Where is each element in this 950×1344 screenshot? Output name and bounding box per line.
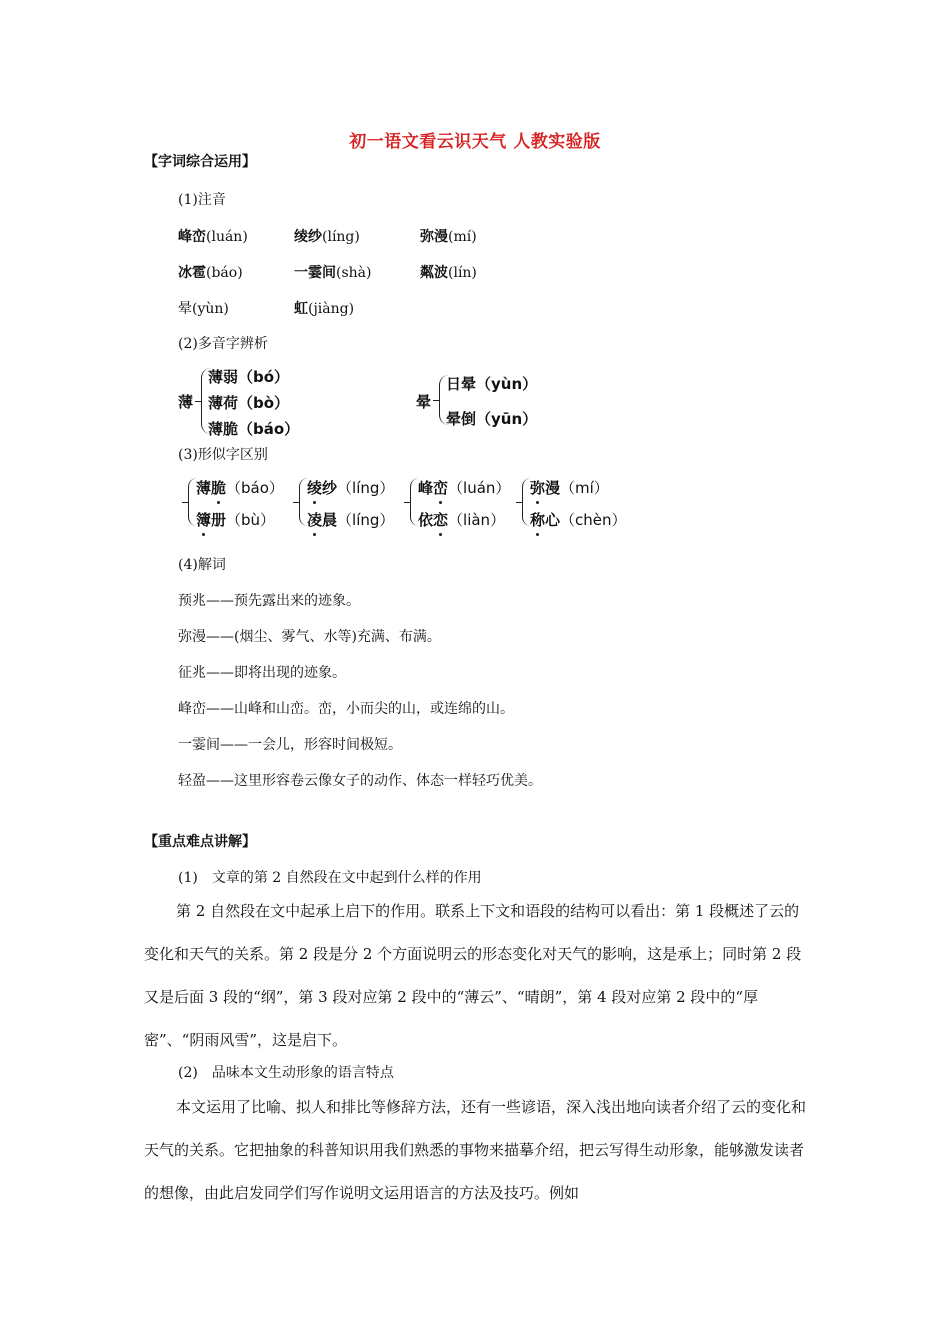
- definition-item: 弥漫——(烟尘、雾气、水等)充满、布满。: [178, 629, 441, 645]
- answer-2: 本文运用了比喻、拟人和排比等修辞方法，还有一些谚语，深入浅出地向读者介绍了云的变化和天气的关系。它把抽象的科普知识用我们熟悉的事物来描摹介绍，把云写得生动形象，能够激发读者的想像，由此启发同学们写作说明文运用语言的方法及技巧。例如: [144, 1098, 807, 1202]
- definition-item: 峰峦——山峰和山峦。峦，小而尖的山，或连绵的山。: [178, 701, 514, 717]
- polyphone-item: 晕倒（yūn）: [446, 410, 538, 428]
- subheading-define: (4)解词: [178, 557, 226, 573]
- subheading-polyphone: (2)多音字辨析: [178, 336, 268, 352]
- similar-word: 薄脆（báo）: [196, 479, 284, 497]
- answer-1: 第 2 自然段在文中起承上启下的作用。联系上下文和语段的结构可以看出：第 1 段概述了云的变化和天气的关系。第 2 段是分 2 个方面说明云的形态变化对天气的影响，这是承上；同时第 2 段又是后面 3 段的“纲”，第 3 段对应第 2 段中的“薄云”、“晴朗”，第 4 段对应第 2 段中的“厚密”、“阴雨风雪”，这是启下。: [144, 902, 802, 1049]
- definition-item: 预兆——预先露出来的迹象。: [178, 593, 360, 609]
- pinyin-entry: 冰雹(báo): [178, 265, 243, 281]
- subheading-pinyin: (1)注音: [178, 192, 226, 208]
- pinyin-entry: 一霎间(shà): [294, 265, 372, 281]
- polyphone-item: 日晕（yùn）: [446, 375, 538, 393]
- pinyin-entry: 峰峦(luán): [178, 229, 248, 245]
- similar-word: 称心（chèn）: [530, 511, 627, 529]
- pinyin-entry: 弥漫(mí): [420, 229, 477, 245]
- similar-word: 凌晨（líng）: [307, 511, 395, 529]
- definition-item: 征兆——即将出现的迹象。: [178, 665, 346, 681]
- polyphone-item: 薄脆（báo）: [208, 420, 300, 438]
- pinyin-entry: 晕(yùn): [178, 301, 229, 317]
- subheading-similar: (3)形似字区别: [178, 447, 268, 463]
- similar-word: 峰峦（luán）: [418, 479, 511, 497]
- section-heading-keypoints: 【重点难点讲解】: [144, 834, 256, 850]
- definition-item: 轻盈——这里形容卷云像女子的动作、体态一样轻巧优美。: [178, 773, 542, 789]
- similar-word: 弥漫（mí）: [530, 479, 609, 497]
- pinyin-entry: 虹(jiàng): [294, 301, 355, 317]
- pinyin-entry: 绫纱(líng): [294, 229, 360, 245]
- document-title: 初一语文看云识天气 人教实验版: [349, 132, 601, 152]
- polyphone-head: 薄: [178, 393, 194, 411]
- similar-word: 簿册（bù）: [196, 511, 276, 529]
- similar-word: 依恋（liàn）: [418, 511, 506, 529]
- pinyin-entry: 粼波(lín): [420, 265, 477, 281]
- polyphone-head: 晕: [416, 393, 432, 411]
- polyphone-item: 薄荷（bò）: [208, 394, 290, 412]
- definition-item: 一霎间——一会儿，形容时间极短。: [178, 737, 402, 753]
- section-heading-vocab: 【字词综合运用】: [144, 154, 256, 170]
- question-2: (2) 品味本文生动形象的语言特点: [178, 1065, 394, 1081]
- polyphone-item: 薄弱（bó）: [208, 368, 290, 386]
- question-1: (1) 文章的第 2 自然段在文中起到什么样的作用: [178, 870, 482, 886]
- similar-word: 绫纱（líng）: [307, 479, 395, 497]
